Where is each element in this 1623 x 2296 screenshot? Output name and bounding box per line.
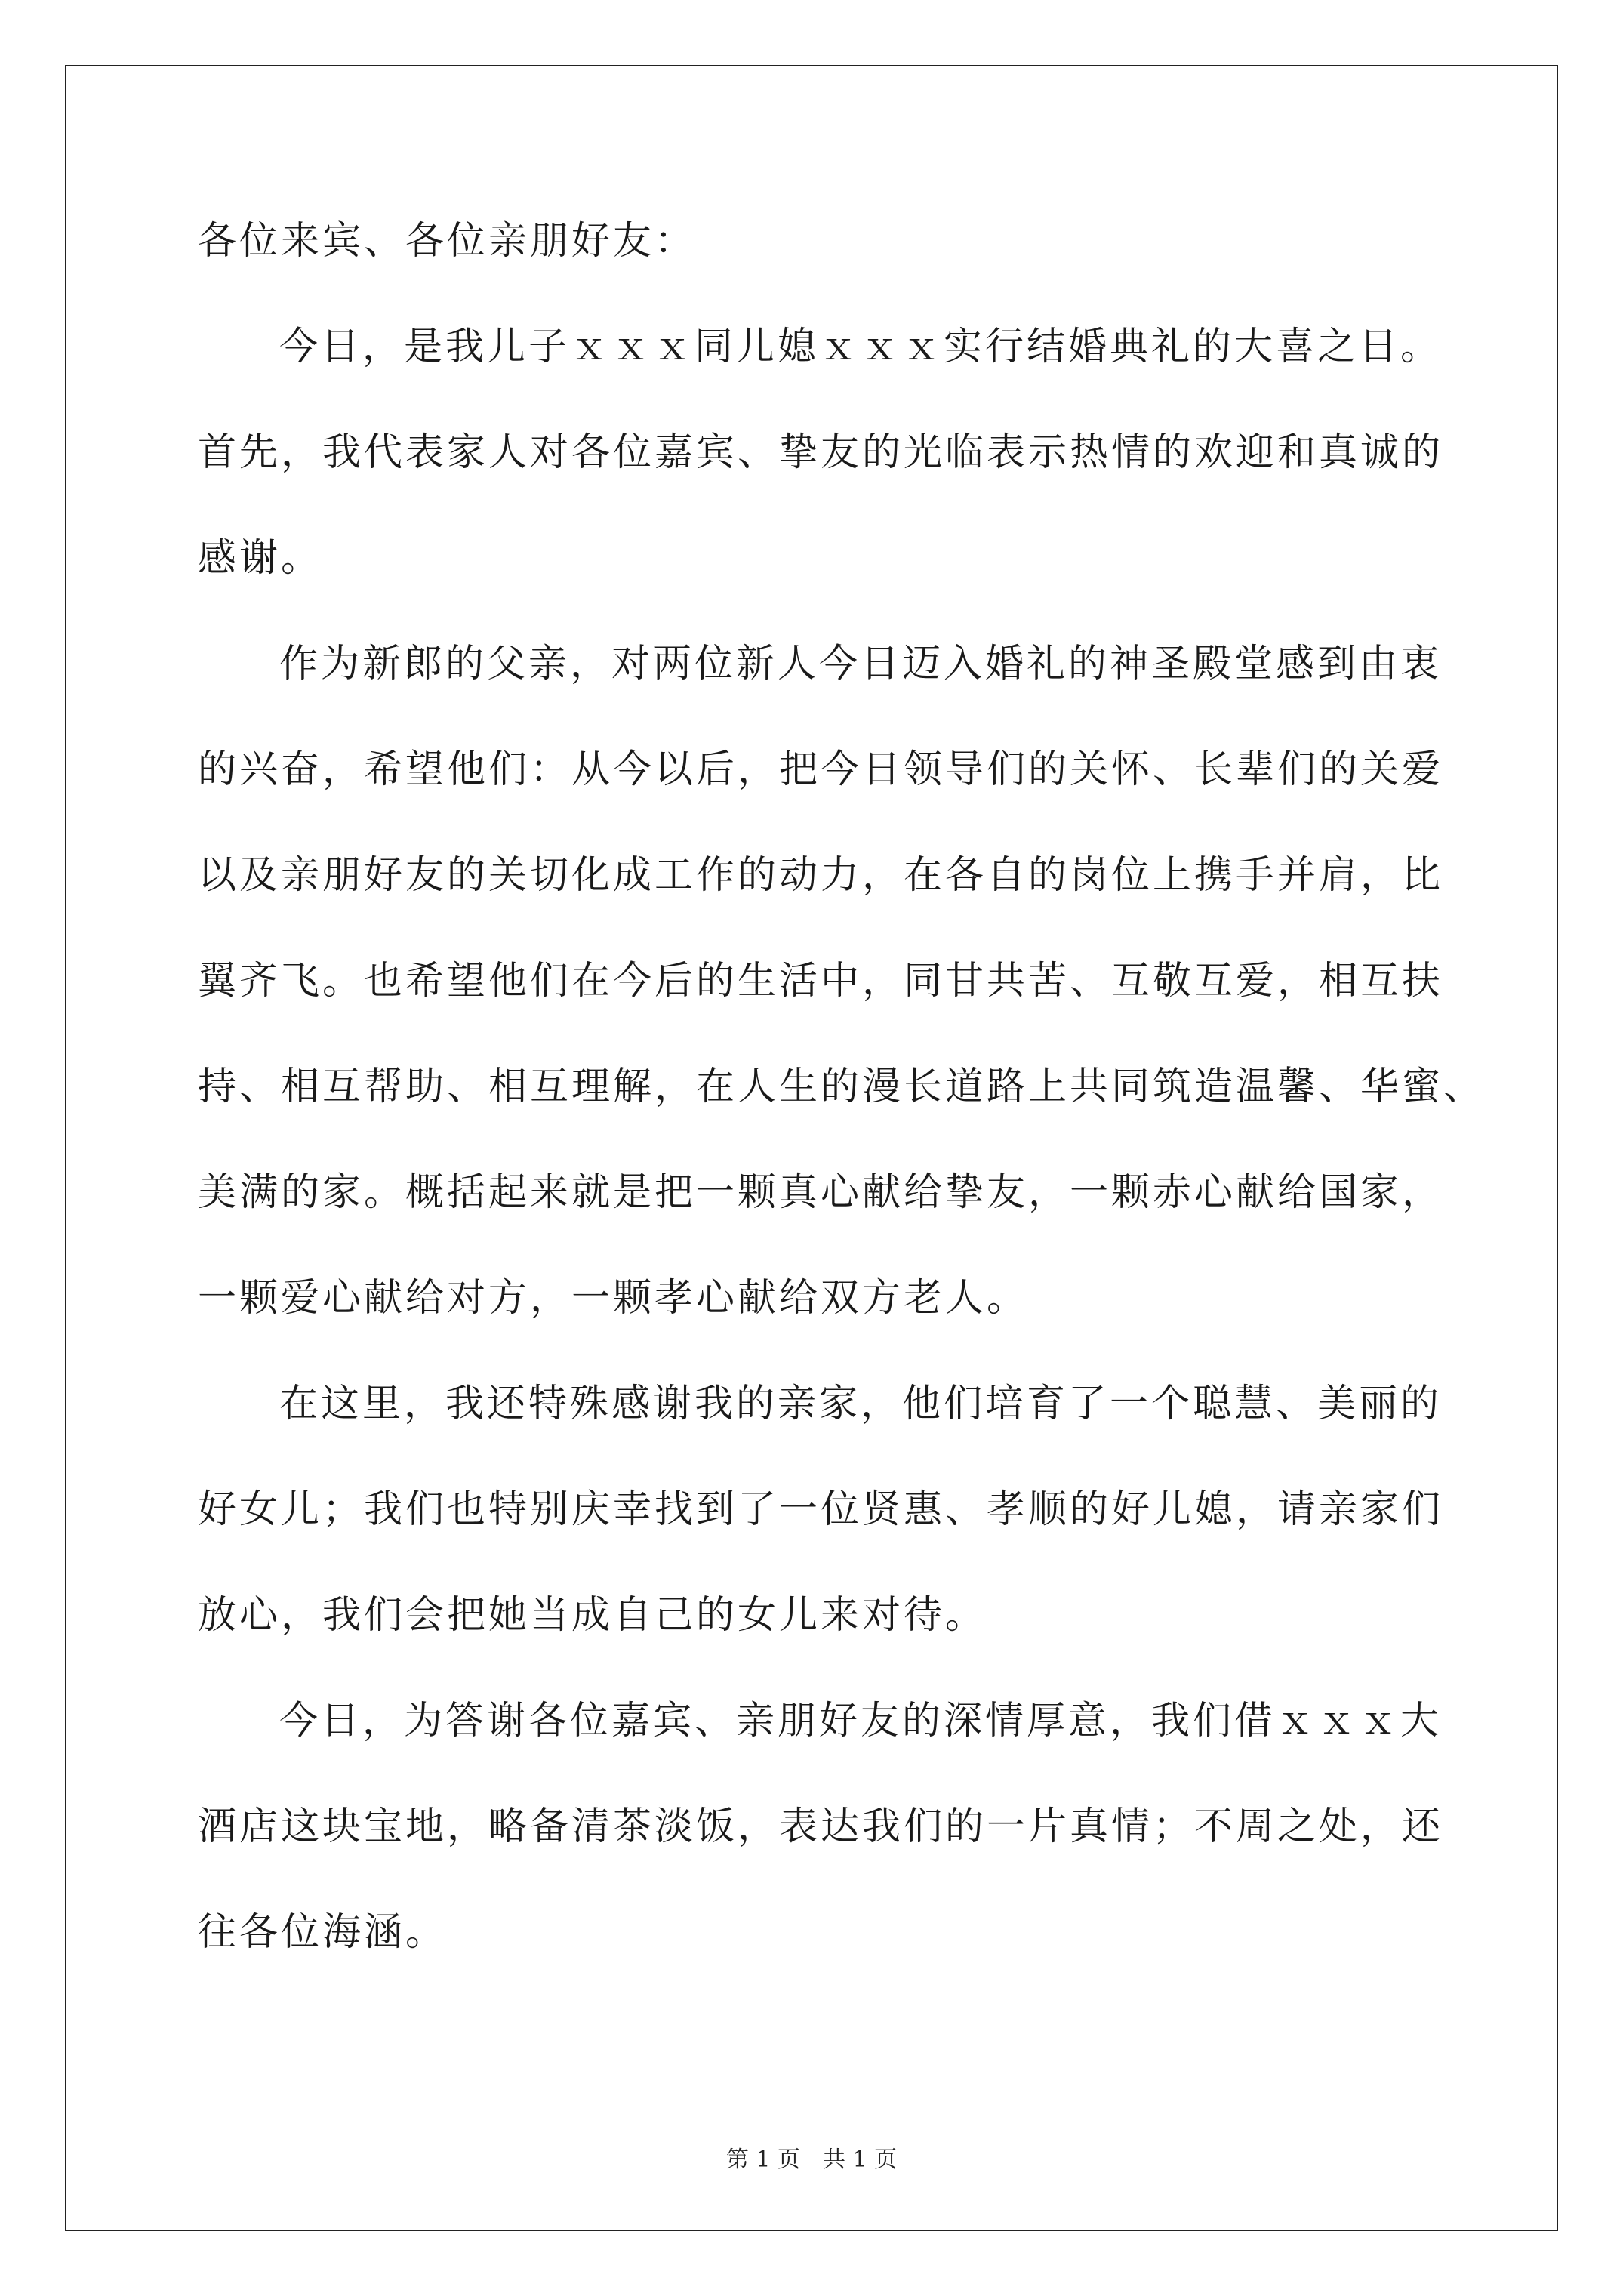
paragraph-line: 首先，我代表家人对各位嘉宾、挚友的光临表示热情的欢迎和真诚的: [198, 430, 1444, 475]
paragraph-line: 的兴奋，希望他们：从今以后，把今日领导们的关怀、长辈们的关爱: [198, 747, 1444, 792]
paragraph-line: 往各位海涵。: [198, 1910, 448, 1955]
paragraph-line: 好女儿；我们也特别庆幸找到了一位贤惠、孝顺的好儿媳，请亲家们: [198, 1487, 1444, 1532]
paragraph-line: 一颗爱心献给对方，一颗孝心献给双方老人。: [198, 1276, 1029, 1321]
paragraph-line: 在这里，我还特殊感谢我的亲家，他们培育了一个聪慧、美丽的: [279, 1382, 1443, 1426]
paragraph-line: 今日，是我儿子ｘｘｘ同儿媳ｘｘｘ实行结婚典礼的大喜之日。: [279, 325, 1443, 369]
paragraph-line: 放心，我们会把她当成自己的女儿来对待。: [198, 1593, 987, 1638]
paragraph-line: 感谢。: [198, 536, 323, 581]
paragraph-line: 翼齐飞。也希望他们在今后的生活中，同甘共苦、互敬互爱，相互扶: [198, 959, 1444, 1003]
page-number-footer: 第 1 页 共 1 页: [725, 2147, 898, 2173]
paragraph-line: 今日，为答谢各位嘉宾、亲朋好友的深情厚意，我们借ｘｘｘ大: [279, 1699, 1443, 1743]
paragraph-line: 酒店这块宝地，略备清茶淡饭，表达我们的一片真情；不周之处，还: [198, 1804, 1444, 1849]
paragraph-line: 作为新郎的父亲，对两位新人今日迈入婚礼的神圣殿堂感到由衷: [279, 642, 1443, 686]
paragraph-line: 持、相互帮助、相互理解，在人生的漫长道路上共同筑造温馨、华蜜、: [198, 1065, 1486, 1109]
paragraph-line: 美满的家。概括起来就是把一颗真心献给挚友，一颗赤心献给国家，: [198, 1170, 1444, 1215]
salutation: 各位来宾、各位亲朋好友：: [198, 219, 697, 264]
document-body: [198, 219, 1486, 2016]
paragraph-line: 以及亲朋好友的关切化成工作的动力，在各自的岗位上携手并肩，比: [198, 853, 1444, 898]
